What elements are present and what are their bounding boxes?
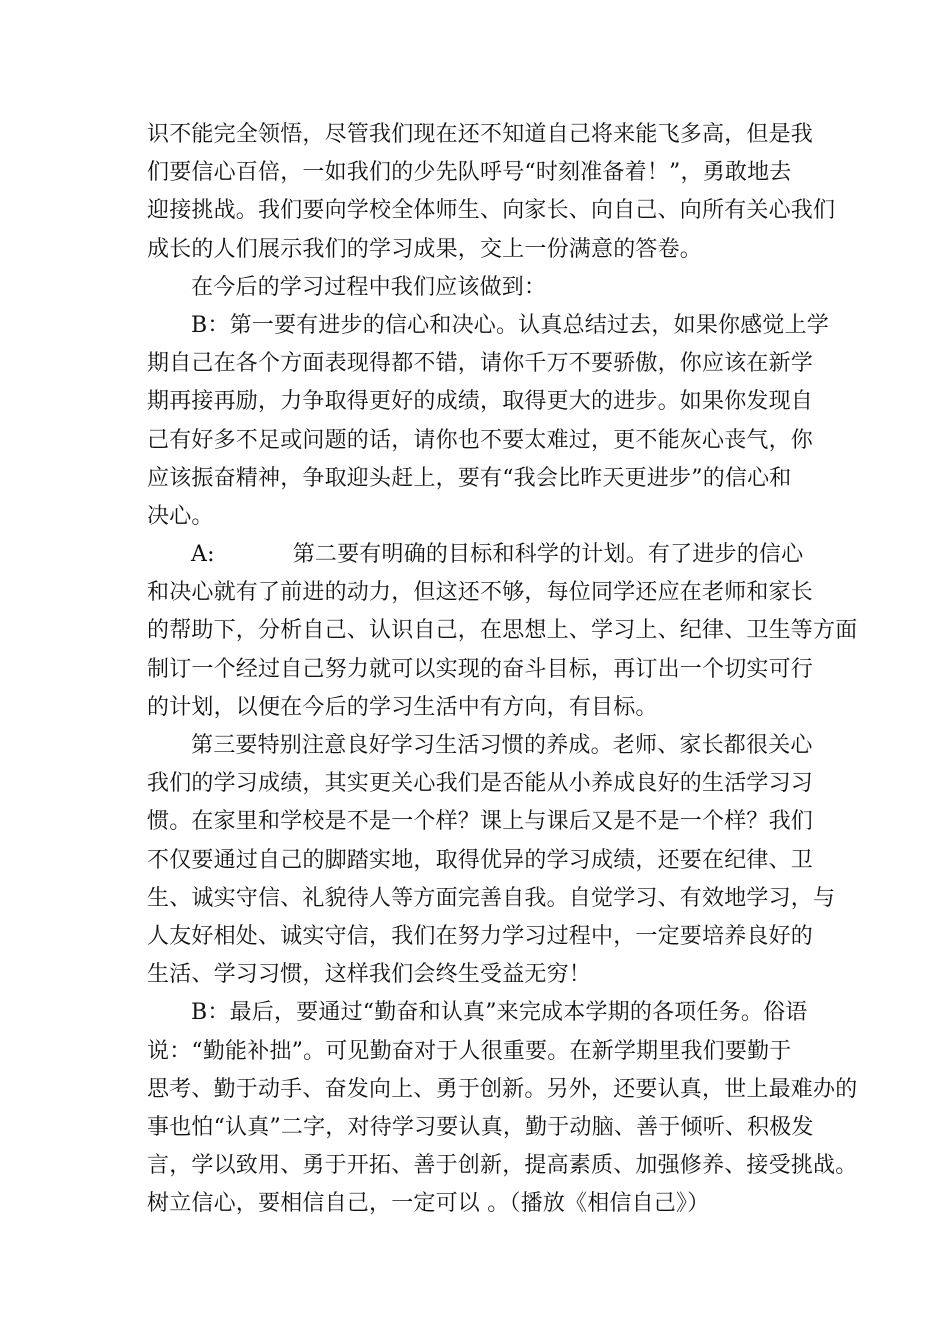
text-line: 制订一个经过自己努力就可以实现的奋斗目标，再订出一个切实可行 bbox=[147, 656, 814, 682]
text-line: 生、诚实守信、礼貌待人等方面完善自我。自觉学习、有效地学习，与 bbox=[147, 885, 836, 911]
text-line: 成长的人们展示我们的学习成果，交上一份满意的答卷。 bbox=[147, 236, 703, 262]
text-line: 我们的学习成绩，其实更关心我们是否能从小养成良好的生活学习习 bbox=[147, 771, 814, 797]
text-line: 人友好相处、诚实守信，我们在努力学习过程中，一定要培养良好的 bbox=[147, 923, 814, 949]
text-line: 的计划，以便在今后的学习生活中有方向，有目标。 bbox=[147, 694, 658, 720]
text-line: B：第一要有进步的信心和决心。认真总结过去，如果你感觉上学 bbox=[191, 312, 829, 338]
text-line: 树立信心，要相信自己，一定可以 。（播放《相信自己》） bbox=[147, 1191, 710, 1217]
text-line: 思考、勤于动手、奋发向上、勇于创新。另外，还要认真，世上最难办的 bbox=[147, 1076, 858, 1102]
text-line: 事也怕“认真”二字，对待学习要认真，勤于动脑、善于倾听、积极发 bbox=[147, 1114, 814, 1140]
text-line: 期再接再励，力争取得更好的成绩，取得更大的进步。如果你发现自 bbox=[147, 389, 814, 415]
speaker-label: A: bbox=[191, 542, 215, 568]
text-line: 说：“勤能补拙”。可见勤奋对于人很重要。在新学期里我们要勤于 bbox=[147, 1038, 792, 1064]
text-line: 第三要特别注意良好学习生活习惯的养成。老师、家长都很关心 bbox=[191, 733, 813, 758]
text-line: 决心。 bbox=[147, 503, 214, 529]
text-line: 的帮助下，分析自己、认识自己，在思想上、学习上、纪律、卫生等方面 bbox=[147, 618, 858, 644]
text-line: B：最后，要通过“勤奋和认真”来完成本学期的各项任务。俗语 bbox=[191, 1000, 808, 1026]
document-body bbox=[147, 116, 858, 1223]
text-line: 惯。在家里和学校是不是一个样？课上与课后又是不是一个样？我们 bbox=[147, 809, 814, 835]
text-line: 在今后的学习过程中我们应该做到： bbox=[191, 274, 547, 300]
text-line: 识不能完全领悟，尽管我们现在还不知道自己将来能飞多高，但是我 bbox=[147, 122, 814, 147]
text-line: 期自己在各个方面表现得都不错，请你千万不要骄傲，你应该在新学 bbox=[147, 351, 814, 377]
text-line: 不仅要通过自己的脚踏实地，取得优异的学习成绩，还要在纪律、卫 bbox=[147, 847, 814, 873]
text-line: 生活、学习习惯，这样我们会终生受益无穷！ bbox=[147, 962, 592, 988]
text-line bbox=[147, 536, 807, 574]
text-line: 言，学以致用、勇于开拓、善于创新，提高素质、加强修养、接受挑战。 bbox=[147, 1153, 858, 1179]
text-line: 们要信心百倍，一如我们的少先队呼号“时刻准备着！”，勇敢地去 bbox=[147, 160, 792, 186]
text-line: 应该振奋精神，争取迎头赶上，要有“我会比昨天更进步”的信心和 bbox=[147, 465, 792, 491]
text-line: 己有好多不足或问题的话，请你也不要太难过，更不能灰心丧气，你 bbox=[147, 427, 814, 453]
text-line: 和决心就有了前进的动力，但这还不够，每位同学还应在老师和家长 bbox=[147, 580, 814, 606]
text-segment: 第二要有明确的目标和科学的计划。有了进步的信心 bbox=[292, 542, 804, 568]
text-line: 迎接挑战。我们要向学校全体师生、向家长、向自己、向所有关心我们 bbox=[147, 198, 836, 224]
